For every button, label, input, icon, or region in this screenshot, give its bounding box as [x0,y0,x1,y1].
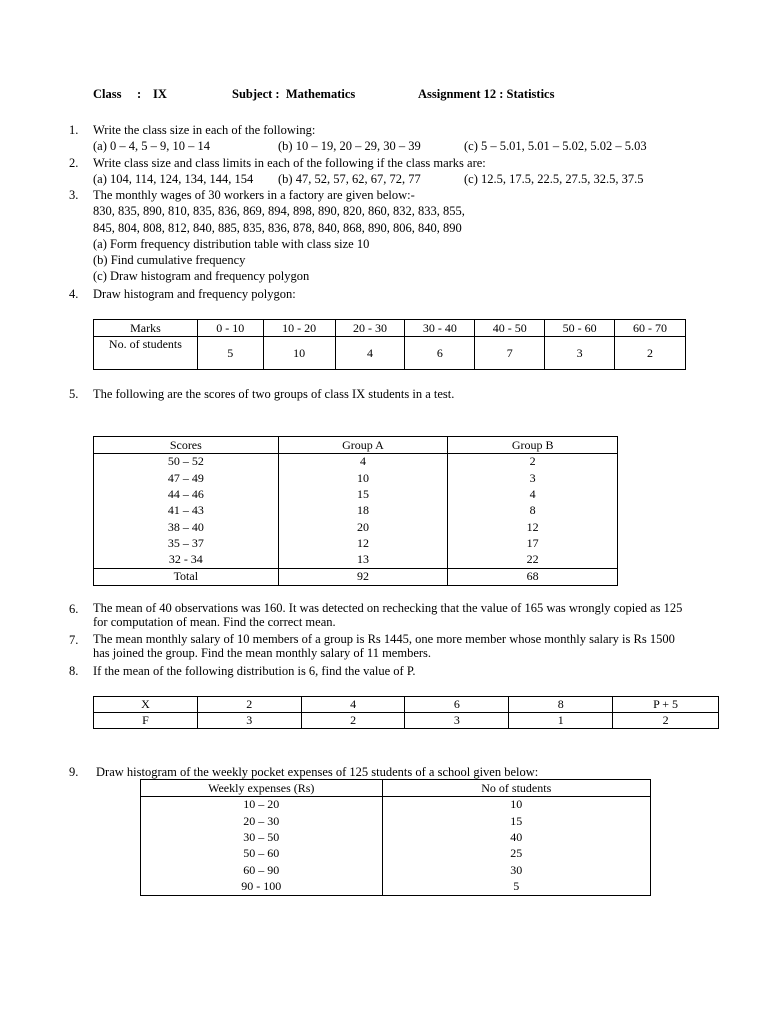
question-7 [69,632,729,660]
f-value: 2 [613,713,719,729]
question-5 [69,386,729,402]
expense-range: 20 – 30 [141,813,383,829]
score-range: 50 – 52 [94,454,279,470]
expense-range: 60 – 90 [141,862,383,878]
question-text: Draw histogram of the weekly pocket expenses of 125 students of a school given below: [96,765,539,779]
option-c: (c) 5 – 5.01, 5.01 – 5.02, 5.02 – 5.03 [464,139,647,154]
table-row [141,878,651,895]
expenses-table [140,779,651,896]
score-range: 47 – 49 [94,470,279,486]
students-header: No. of students [94,337,198,370]
table-header: No of students [382,780,650,797]
score-range: 35 – 37 [94,535,279,551]
question-4 [69,286,729,302]
question-1 [69,122,729,155]
wages-line-2: 845, 804, 808, 812, 840, 885, 835, 836, 878, 840, 868, 890, 806, 840, 890 [93,220,462,235]
marks-table [93,319,686,370]
group-a-value: 10 [278,470,448,486]
group-a-value: 15 [278,486,448,502]
marks-class: 30 - 40 [405,320,475,337]
group-b-value: 3 [448,470,618,486]
total-label: Total [94,568,279,585]
question-3 [69,187,729,285]
question-text: Write class size and class limits in each of the following if the class marks are: [93,156,486,170]
class-label: Class [93,87,122,101]
option-b: (b) 10 – 19, 20 – 29, 30 – 39 [278,139,421,154]
students-count: 3 [545,337,615,370]
students-count: 6 [405,337,475,370]
group-a-value: 12 [278,535,448,551]
part-b: (b) Find cumulative frequency [93,253,246,268]
student-count: 5 [382,878,650,895]
table-row [94,535,618,551]
question-number: 6. [69,602,79,616]
assignment-title: Assignment 12 : Statistics [418,87,555,101]
distribution-table [93,696,719,729]
subject-title: Subject : Mathematics [232,87,356,101]
table-header: Group A [278,437,448,454]
question-8 [69,663,729,679]
table-row [141,813,651,829]
question-text: The monthly wages of 30 workers in a factory are given below:- [93,188,415,202]
question-number: 7. [69,633,79,647]
group-a-value: 20 [278,519,448,535]
student-count: 25 [382,846,650,862]
expense-range: 30 – 50 [141,829,383,845]
table-row [94,503,618,519]
students-count: 5 [197,337,263,370]
group-b-value: 17 [448,535,618,551]
table-row [141,862,651,878]
f-label: F [94,713,198,729]
marks-class: 0 - 10 [197,320,263,337]
marks-class: 60 - 70 [615,320,686,337]
question-9 [69,764,729,780]
table-row [94,552,618,568]
total-group-a: 92 [278,568,448,585]
table-header: Scores [94,437,279,454]
class-separator: : [137,87,142,101]
x-value: P + 5 [613,697,719,713]
marks-class: 20 - 30 [335,320,405,337]
part-a: (a) Form frequency distribution table with class size 10 [93,236,370,251]
question-number: 9. [69,765,79,779]
question-number: 5. [69,387,79,401]
question-number: 8. [69,664,79,678]
expense-range: 50 – 60 [141,846,383,862]
option-c: (c) 12.5, 17.5, 22.5, 27.5, 32.5, 37.5 [464,172,644,187]
marks-class: 40 - 50 [475,320,545,337]
x-label: X [94,697,198,713]
wages-line-1: 830, 835, 890, 810, 835, 836, 869, 894, 898, 890, 820, 860, 832, 833, 855, [93,204,465,219]
option-b: (b) 47, 52, 57, 62, 67, 72, 77 [278,172,421,187]
part-c: (c) Draw histogram and frequency polygon [93,269,310,284]
group-b-value: 4 [448,486,618,502]
score-range: 41 – 43 [94,503,279,519]
table-row [94,519,618,535]
students-count: 2 [615,337,686,370]
table-row [141,797,651,813]
table-header: Weekly expenses (Rs) [141,780,383,797]
x-value: 6 [405,697,509,713]
table-row [94,486,618,502]
score-range: 44 – 46 [94,486,279,502]
expense-range: 90 - 100 [141,878,383,895]
group-b-value: 12 [448,519,618,535]
table-row [94,454,618,470]
group-b-value: 2 [448,454,618,470]
total-row [94,568,618,585]
students-count: 7 [475,337,545,370]
student-count: 15 [382,813,650,829]
question-text: The mean monthly salary of 10 members of a group is Rs 1445, one more member whose monthly salary is Rs 1500 has joined the group. Find the mean monthly salary of 11 members. [93,632,675,660]
question-number: 3. [69,188,79,202]
x-value: 2 [197,697,301,713]
student-count: 10 [382,797,650,813]
f-value: 2 [301,713,405,729]
class-value: IX [153,87,167,101]
question-text: Draw histogram and frequency polygon: [93,287,296,301]
table-row [141,829,651,845]
option-a: (a) 104, 114, 124, 134, 144, 154 [93,172,254,187]
marks-class: 10 - 20 [263,320,335,337]
score-range: 38 – 40 [94,519,279,535]
question-6 [69,601,729,629]
question-number: 2. [69,156,79,170]
question-text: If the mean of the following distribution is 6, find the value of P. [93,664,416,678]
group-a-value: 18 [278,503,448,519]
question-2 [69,155,729,188]
total-group-b: 68 [448,568,618,585]
x-value: 8 [509,697,613,713]
f-value: 3 [405,713,509,729]
student-count: 40 [382,829,650,845]
marks-class: 50 - 60 [545,320,615,337]
f-value: 1 [509,713,613,729]
students-count: 10 [263,337,335,370]
group-b-value: 8 [448,503,618,519]
table-row [94,470,618,486]
scores-table [93,436,618,586]
option-a: (a) 0 – 4, 5 – 9, 10 – 14 [93,139,210,154]
question-number: 4. [69,287,79,301]
group-b-value: 22 [448,552,618,568]
question-text: Write the class size in each of the following: [93,123,316,137]
table-row [141,846,651,862]
question-text: The following are the scores of two groups of class IX students in a test. [93,387,455,401]
students-count: 4 [335,337,405,370]
table-header: Group B [448,437,618,454]
score-range: 32 - 34 [94,552,279,568]
x-value: 4 [301,697,405,713]
expense-range: 10 – 20 [141,797,383,813]
group-a-value: 13 [278,552,448,568]
question-text: The mean of 40 observations was 160. It was detected on rechecking that the value of 165 was wrongly copied as 125 for computation of mean. Find the correct mean. [93,601,683,629]
group-a-value: 4 [278,454,448,470]
question-number: 1. [69,123,79,137]
marks-header: Marks [94,320,198,337]
student-count: 30 [382,862,650,878]
f-value: 3 [197,713,301,729]
